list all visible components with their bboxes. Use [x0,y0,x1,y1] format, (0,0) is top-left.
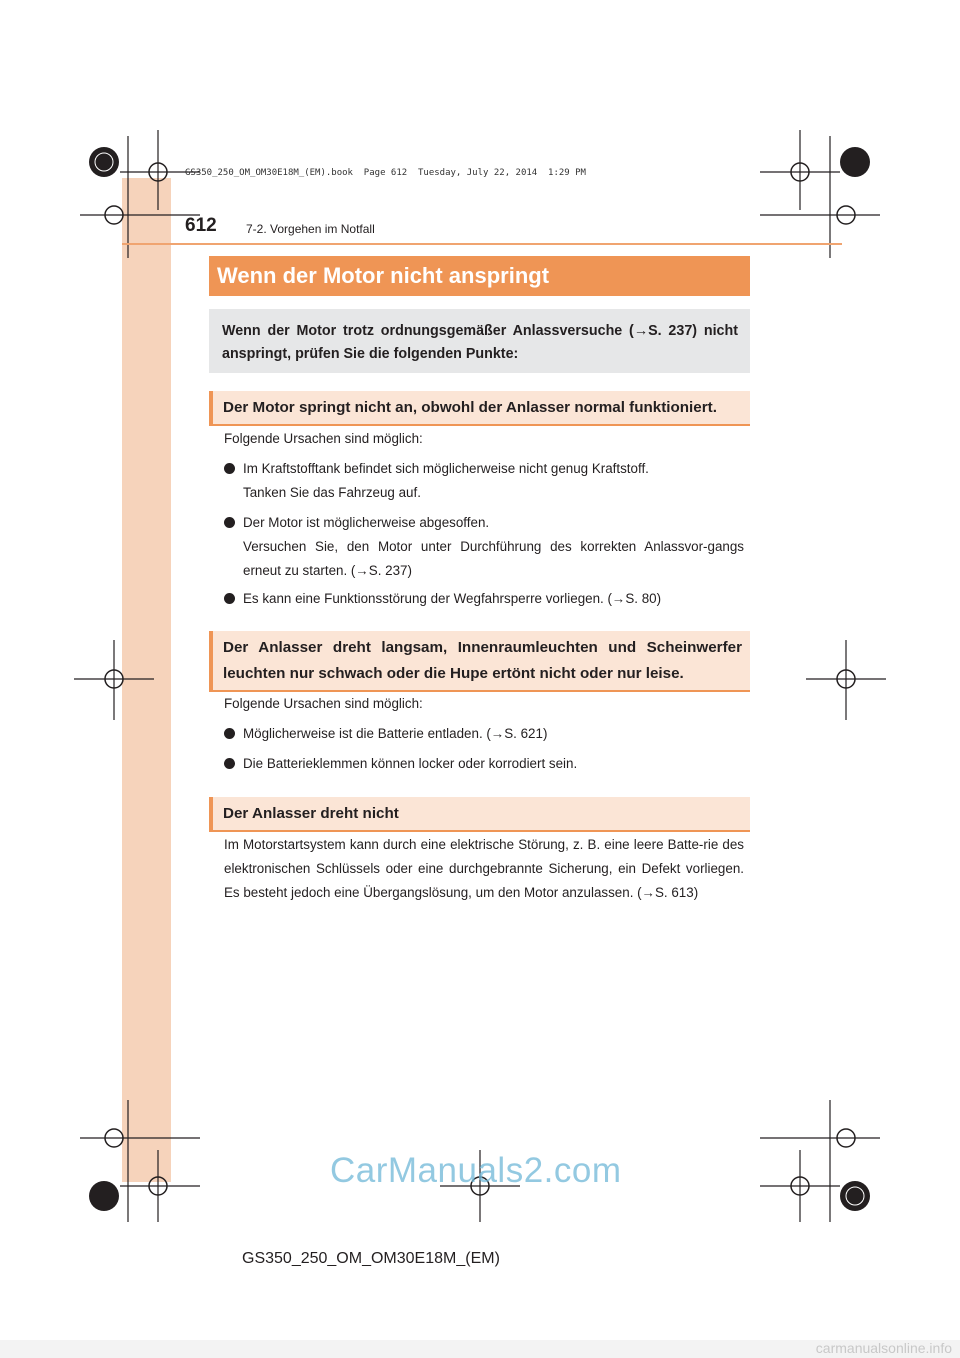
bullet-icon [224,728,235,739]
section-3-body: Im Motorstartsystem kann durch eine elektrische Störung, z. B. eine leere Batte-rie des elektronischen Schlüssels oder eine durchgebrannte Sicherung, ein Defekt vorliegen. Es besteht jedoch eine Übergangslösung, um den Motor anzulassen. (→S. 613) [224,837,744,900]
page-number: 612 [185,215,217,236]
star-target-icon [840,147,870,177]
intro-box: Wenn der Motor trotz ordnungsgemäßer Anlassversuche (→S. 237) nicht anspringt, prüfen Sie die folgenden Punkte: [209,309,750,373]
section-heading-3: Der Anlasser dreht nicht [209,797,750,832]
star-target-icon [89,1181,119,1211]
list-item [224,587,744,611]
list-item-text: Im Kraftstofftank befindet sich möglicherweise nicht genug Kraftstoff. [243,461,649,476]
watermark-bottom: carmanualsonline.info [815,1340,952,1356]
list-item-text: Tanken Sie das Fahrzeug auf. [243,485,421,500]
list-item-text: Der Motor ist möglicherweise abgesoffen. [243,515,490,530]
list-item [224,457,744,505]
section-heading-2: Der Anlasser dreht langsam, Innenraumleuchten und Scheinwerfer leuchten nur schwach oder die Hupe ertönt nicht oder nur leise. [209,631,750,692]
list-item [224,722,744,746]
bullet-icon [224,758,235,769]
footer-code: GS350_250_OM_OM30E18M_(EM) [242,1250,500,1267]
section-1-lead: Folgende Ursachen sind möglich: [224,431,423,446]
header-rule [122,243,842,245]
section-heading-1: Der Motor springt nicht an, obwohl der Anlasser normal funktioniert. [209,391,750,426]
list-item-text: Die Batterieklemmen können locker oder korrodiert sein. [243,756,578,771]
star-target-icon [89,147,119,177]
watermark-logo: CarManuals2.com [330,1151,622,1190]
list-item-text: Möglicherweise ist die Batterie entladen. (→S. 621) [243,726,548,741]
bullet-icon [224,463,235,474]
section-2-lead: Folgende Ursachen sind möglich: [224,696,423,711]
section-label: 7-2. Vorgehen im Notfall [246,222,375,236]
bullet-icon [224,593,235,604]
list-item-text: Es kann eine Funktionsstörung der Wegfahrsperre vorliegen. (→S. 80) [243,591,662,606]
book-info-line: GS350_250_OM_OM30E18M_(EM).book Page 612 Tuesday, July 22, 2014 1:29 PM [185,168,586,178]
page-title: Wenn der Motor nicht anspringt [209,256,750,296]
bullet-icon [224,517,235,528]
star-target-icon [840,1181,870,1211]
list-item [224,752,744,776]
list-item-text: Versuchen Sie, den Motor unter Durchführung des korrekten Anlassvor-gangs erneut zu starten. (→S. 237) [243,539,744,578]
list-item [224,511,744,583]
